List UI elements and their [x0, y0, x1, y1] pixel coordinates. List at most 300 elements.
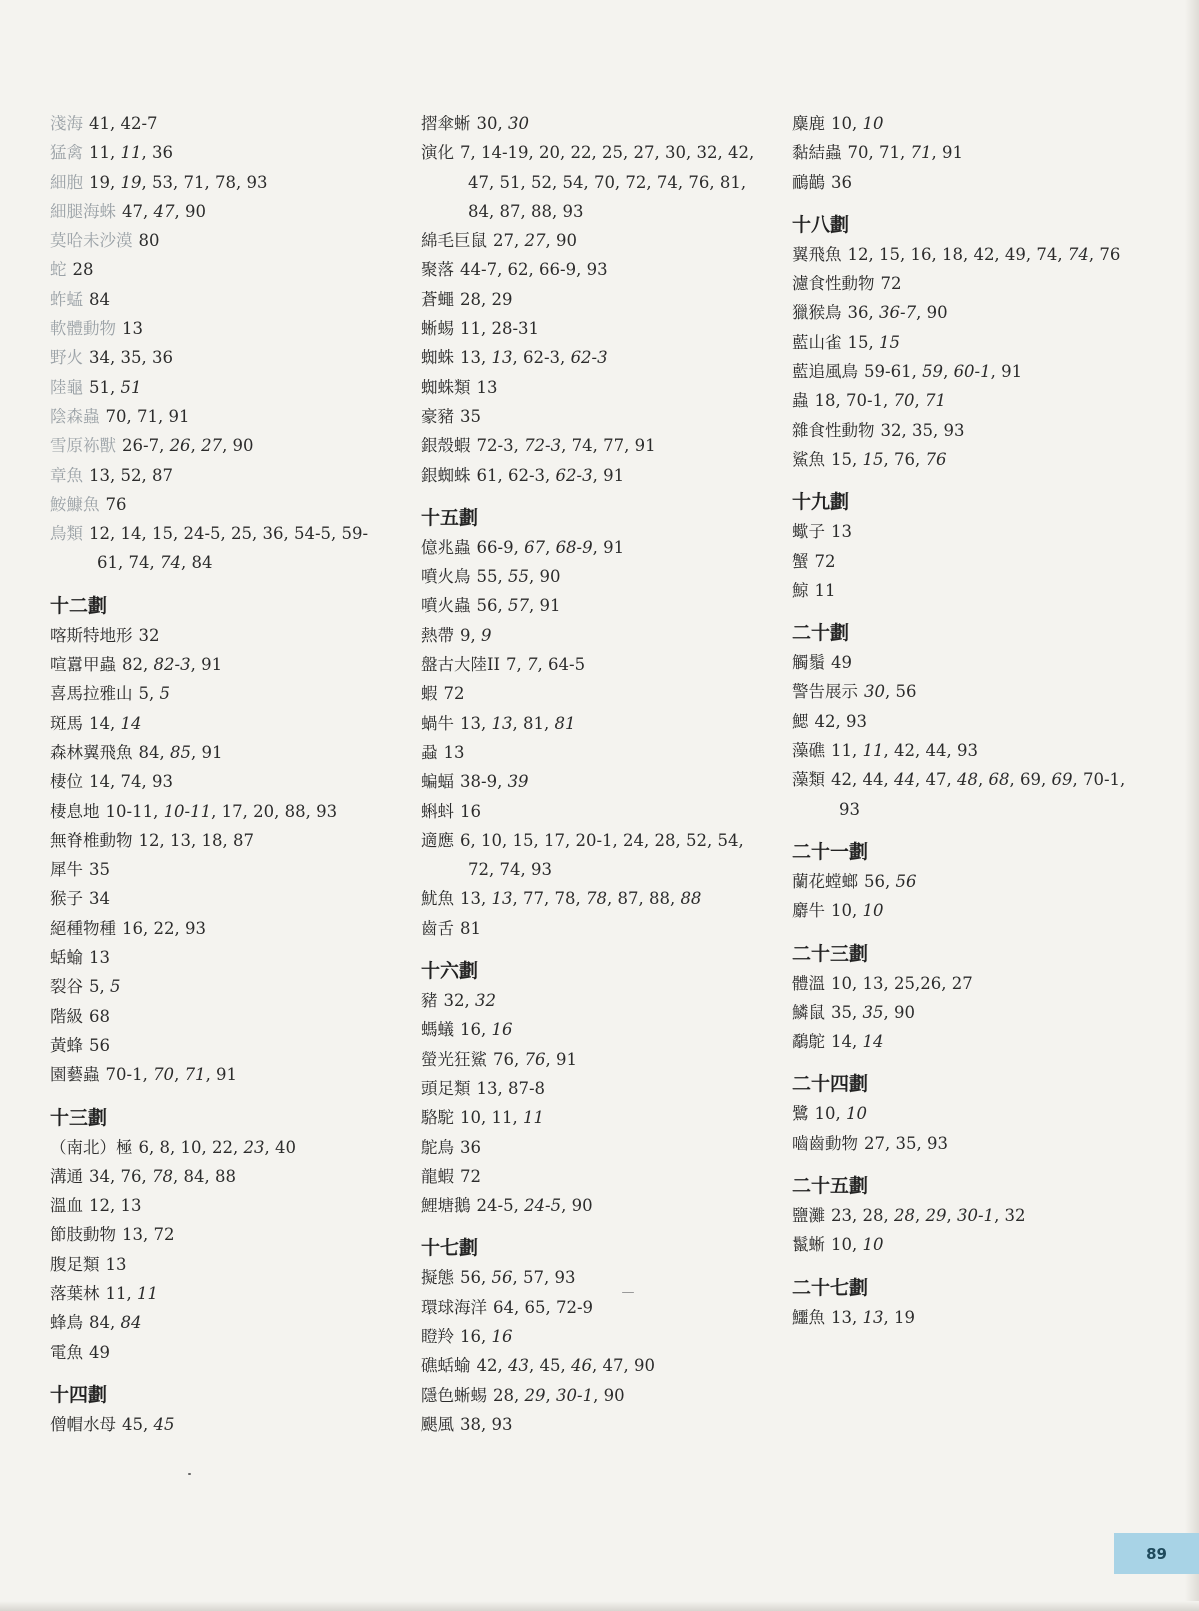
index-entry [421, 797, 761, 826]
page-ref: 9, [460, 625, 481, 645]
index-term: 隱色蜥蜴 [421, 1385, 487, 1405]
index-entry [792, 269, 1132, 298]
page-ref: , 17, 20, 88, 93 [211, 801, 338, 821]
page-ref: 5, [138, 684, 160, 704]
page-ref: 56 [89, 1035, 110, 1055]
page-ref: , 57, 93 [512, 1268, 576, 1288]
index-entry [421, 1381, 761, 1410]
page-references [831, 1308, 915, 1327]
page-references [460, 626, 492, 645]
index-entry [50, 1250, 390, 1279]
page-references [493, 231, 577, 250]
page-ref: 11, [89, 143, 121, 163]
index-entry [50, 855, 390, 884]
page-ref: 23, 28, [831, 1206, 894, 1226]
index-term: 蜘蛛 [421, 348, 454, 368]
index-term: 噴火蟲 [421, 596, 471, 616]
page-references [139, 231, 160, 250]
page-ref: , 70-1, 93 [839, 770, 1126, 819]
illustration-page-ref: 47 [153, 201, 175, 221]
page-references [460, 1167, 481, 1186]
page-references [831, 173, 852, 192]
illustration-page-ref: 70 [893, 391, 915, 411]
index-term: 獵猴鳥 [792, 303, 842, 323]
page-references [444, 991, 497, 1010]
stroke-count-heading: 十七劃 [421, 1237, 479, 1260]
page-references [460, 889, 701, 908]
index-entry [792, 867, 1132, 896]
index-section [792, 940, 1132, 1057]
page-references [460, 772, 529, 791]
illustration-page-ref: 74 [159, 553, 181, 573]
page-ref: 42, 44, [831, 770, 894, 790]
page-references [460, 1415, 512, 1434]
page-ref: 12, 15, 16, 18, 42, 49, 74, [847, 244, 1068, 264]
index-term: 棲息地 [50, 801, 100, 821]
index-term: 鴕鳥 [421, 1137, 454, 1157]
index-entry [792, 328, 1132, 357]
page-references [89, 772, 173, 791]
index-term: 鷺 [792, 1104, 809, 1124]
index-entry [50, 138, 390, 167]
page-ref: 42, [476, 1356, 508, 1376]
illustration-page-ref: 28 [893, 1206, 915, 1226]
illustration-page-ref: 30 [508, 114, 529, 133]
page-references [477, 1356, 655, 1375]
page-references [89, 1196, 141, 1215]
illustration-page-ref: 13 [862, 1307, 884, 1327]
index-term: 麝牛 [792, 901, 825, 921]
index-entry [50, 1279, 390, 1308]
index-term: 猴子 [50, 889, 83, 909]
index-term: 犀牛 [50, 860, 83, 880]
page-references [460, 1327, 513, 1346]
page-ref: 13, [460, 713, 492, 733]
index-term: 蜘蛛類 [421, 377, 471, 397]
illustration-page-ref: 13 [491, 348, 513, 368]
page-ref: , [914, 1206, 926, 1226]
index-entry [792, 445, 1132, 474]
index-entry [421, 738, 761, 767]
index-entry [50, 767, 390, 796]
index-section [50, 1104, 390, 1367]
page-references [89, 889, 110, 908]
page-ref: 49 [89, 1342, 110, 1362]
page-references [106, 407, 190, 426]
page-references [815, 712, 867, 731]
index-entry [421, 679, 761, 708]
page-references [122, 655, 222, 674]
illustration-page-ref: 84 [120, 1313, 142, 1333]
index-term: 絕種物種 [50, 918, 116, 938]
index-section [792, 1274, 1132, 1332]
index-term: 銀殼蝦 [421, 436, 471, 456]
page-references [89, 114, 158, 133]
page-references [477, 466, 625, 485]
page-ref: 13, 72 [122, 1225, 175, 1245]
page-ref: , 36 [141, 143, 173, 163]
page-ref: , 64-5 [537, 655, 586, 675]
page-ref: 12, 13 [89, 1196, 142, 1216]
page-ref: 61, 62-3, [476, 465, 556, 485]
stroke-count-heading: 二十七劃 [792, 1276, 869, 1299]
page-references [831, 1003, 915, 1022]
page-references [848, 333, 901, 352]
index-term: 腹足類 [50, 1254, 100, 1274]
index-term: 翼飛魚 [792, 244, 842, 264]
index-entry [421, 343, 761, 372]
index-term: 適應 [421, 830, 454, 850]
index-entry [792, 1129, 1132, 1158]
index-term: 溝通 [50, 1166, 83, 1186]
page-ref: 34 [89, 889, 110, 909]
illustration-page-ref: 32 [475, 991, 496, 1011]
index-term: 嚙齒動物 [792, 1133, 858, 1153]
page-references [460, 831, 744, 879]
index-entry [421, 533, 761, 562]
index-term: 章魚 [50, 465, 83, 485]
page-references [73, 260, 94, 279]
illustration-page-ref: 62-3 [555, 465, 593, 485]
page-ref: 84, [138, 742, 170, 762]
index-term: 雪原袮獸 [50, 436, 116, 456]
illustration-page-ref: 14 [120, 713, 142, 733]
page-references [506, 655, 585, 674]
index-term: 裂谷 [50, 977, 83, 997]
index-term: 蘭花螳螂 [792, 871, 858, 891]
illustration-page-ref: 71 [910, 143, 932, 163]
index-term: 雜食性動物 [792, 420, 875, 440]
page-references [89, 1036, 110, 1055]
stroke-count-heading: 二十四劃 [792, 1073, 869, 1096]
index-term: 園藝蟲 [50, 1065, 100, 1085]
illustration-page-ref: 72-3 [524, 436, 562, 456]
illustration-page-ref: 71 [925, 391, 947, 411]
page-ref: 6, 10, 15, 17, 20-1, 24, 28, 52, 54, 72, 74, 93 [460, 830, 744, 880]
page-ref: 14, [831, 1032, 863, 1052]
illustration-page-ref: 46 [570, 1356, 592, 1376]
index-term: 蠍子 [792, 522, 825, 542]
page-ref: 12, 14, 15, 24-5, 25, 36, 54-5, 59-61, 74, [89, 524, 369, 573]
page-references [493, 1298, 593, 1317]
page-references [460, 260, 608, 279]
illustration-page-ref: 10-11 [163, 801, 212, 821]
index-column-1 [50, 109, 390, 1439]
page-ref: 81 [460, 918, 481, 938]
page-references [848, 303, 948, 322]
page-ref: 18, 70-1, [814, 391, 894, 411]
page-references [815, 581, 836, 600]
paper-speck [622, 1292, 634, 1293]
page-ref: , 90 [593, 1385, 625, 1405]
index-entry [421, 1263, 761, 1292]
index-section [50, 109, 390, 578]
page-ref: 32 [138, 625, 160, 645]
index-term: 鱷魚 [792, 1307, 825, 1327]
page-references [477, 567, 561, 586]
page-ref: 72 [460, 1166, 481, 1186]
index-section [792, 1172, 1132, 1260]
index-entry [792, 677, 1132, 706]
index-term: 僧帽水母 [50, 1414, 116, 1434]
illustration-page-ref: 82-3 [153, 655, 191, 675]
index-entry [421, 709, 761, 738]
page-references [89, 524, 368, 572]
page-ref: 26-7, [122, 436, 170, 456]
index-entry [50, 285, 390, 314]
page-references [106, 1065, 238, 1084]
page-ref: , 42, 44, 93 [883, 741, 978, 761]
page-number: 89 [1146, 1544, 1167, 1563]
page-ref: 24-5, [476, 1196, 525, 1216]
index-section [792, 1070, 1132, 1158]
illustration-page-ref: 59 [922, 362, 944, 382]
index-entry [792, 1303, 1132, 1332]
page-references [460, 1020, 513, 1039]
index-term: 鯨 [792, 580, 809, 600]
index-entry [792, 240, 1132, 269]
index-term: 蝌蚪 [421, 801, 454, 821]
index-entry [421, 591, 761, 620]
index-entry [792, 576, 1132, 605]
page-ref: , 47, [914, 770, 957, 790]
page-references [848, 245, 1121, 264]
page-ref: 38-9, [460, 772, 508, 792]
index-entry [50, 1220, 390, 1249]
stroke-count-heading: 十三劃 [50, 1106, 108, 1129]
illustration-page-ref: 78 [585, 889, 607, 909]
index-term: 聚落 [421, 260, 454, 280]
illustration-page-ref: 48 [956, 770, 978, 790]
index-entry [421, 914, 761, 943]
index-term: 喜馬拉雅山 [50, 684, 133, 704]
illustration-page-ref: 24-5 [524, 1196, 562, 1216]
index-section [792, 488, 1132, 605]
page-references [460, 348, 608, 367]
index-entry [50, 972, 390, 1001]
index-term: 黃蜂 [50, 1035, 83, 1055]
index-term: 軟體動物 [50, 319, 116, 339]
index-term: 鯉塘鵝 [421, 1196, 471, 1216]
page-ref: 11 [814, 580, 836, 600]
page-references [89, 348, 173, 367]
page-references [89, 1007, 110, 1026]
page-references [122, 202, 206, 221]
page-references [477, 378, 498, 397]
illustration-page-ref: 29 [925, 1206, 947, 1226]
page-references [848, 143, 963, 162]
page-references [460, 1108, 544, 1127]
page-ref: 28, [493, 1385, 525, 1405]
index-entry [792, 1230, 1132, 1259]
page-ref: , 90 [883, 1002, 915, 1022]
index-term: 礁蛞蝓 [421, 1356, 471, 1376]
page-ref: 64, 65, 72-9 [493, 1297, 594, 1317]
page-references [477, 1079, 546, 1098]
page-ref: , 32 [994, 1206, 1026, 1226]
page-ref: , 76, [883, 449, 926, 469]
page-ref: , 90 [561, 1196, 593, 1216]
page-references [493, 1386, 625, 1405]
index-term: 階級 [50, 1006, 83, 1026]
page-ref: , 77, 78, [512, 889, 586, 909]
index-entry [50, 197, 390, 226]
page-ref: 56, [460, 1268, 492, 1288]
index-entry [50, 255, 390, 284]
index-term: 蟲 [792, 391, 809, 411]
index-term: 溫血 [50, 1196, 83, 1216]
index-term: 熱帶 [421, 625, 454, 645]
page-references [831, 1206, 1026, 1225]
page-ref: , 87, 88, [606, 889, 681, 909]
index-term: 噴火鳥 [421, 567, 471, 587]
index-entry [50, 1410, 390, 1439]
page-references [477, 538, 625, 557]
illustration-page-ref: 15 [879, 332, 900, 352]
illustration-page-ref: 57 [508, 596, 529, 616]
index-term: 龍蝦 [421, 1166, 454, 1186]
page-references [444, 684, 465, 703]
page-ref: , 40 [264, 1137, 296, 1157]
page-ref: , [914, 391, 926, 411]
page-ref: , 91 [205, 1065, 238, 1085]
index-entry [50, 402, 390, 431]
page-ref: 11, [831, 741, 863, 761]
page-ref: 47, [122, 201, 154, 221]
index-entry [50, 1308, 390, 1337]
page-references [139, 1138, 296, 1157]
page-ref: , [946, 1206, 957, 1226]
index-term: 森林翼飛魚 [50, 742, 133, 762]
illustration-page-ref: 5 [110, 977, 121, 997]
illustration-page-ref: 78 [151, 1166, 173, 1186]
index-entry [792, 547, 1132, 576]
index-entry [421, 826, 761, 885]
index-entry [50, 226, 390, 255]
index-entry [50, 650, 390, 679]
illustration-page-ref: 5 [159, 684, 170, 704]
stroke-count-heading: 十五劃 [421, 506, 479, 529]
illustration-page-ref: 74 [1067, 244, 1089, 264]
index-term: 電魚 [50, 1342, 83, 1362]
page-references [122, 436, 254, 455]
page-ref: 10, [831, 114, 863, 133]
index-entry [50, 1162, 390, 1191]
page-ref: , 91 [592, 465, 625, 485]
index-entry [792, 1027, 1132, 1056]
index-section [421, 957, 761, 1220]
index-term: 無脊椎動物 [50, 830, 133, 850]
index-entry [792, 298, 1132, 327]
index-term: 銀蜘蛛 [421, 465, 471, 485]
page-ref: , 84 [180, 553, 213, 573]
page-references [139, 743, 223, 762]
index-entry [50, 373, 390, 402]
page-ref: 70-1, [105, 1065, 154, 1085]
page-ref: 13 [105, 1254, 127, 1274]
page-references [139, 831, 254, 850]
index-term: 豪豬 [421, 406, 454, 426]
index-entry [421, 1322, 761, 1351]
page-references [864, 1134, 948, 1153]
illustration-page-ref: 35 [862, 1002, 884, 1022]
index-entry [421, 767, 761, 796]
page-ref: 15, [847, 332, 879, 352]
index-term: 螢光狂鯊 [421, 1049, 487, 1069]
page-ref: 70, 71, [847, 143, 911, 163]
index-entry [792, 517, 1132, 546]
index-entry [50, 709, 390, 738]
page-ref: , [174, 1065, 185, 1085]
page-bottom-shadow [0, 1601, 1199, 1611]
index-term: 麋鹿 [792, 114, 825, 133]
page-ref: 12, 13, 18, 87 [138, 830, 254, 850]
index-entry [421, 1293, 761, 1322]
page-references [89, 948, 110, 967]
index-entry [50, 914, 390, 943]
illustration-page-ref: 14 [862, 1032, 884, 1052]
illustration-page-ref: 16 [491, 1020, 513, 1040]
page-ref: 45, [122, 1414, 154, 1434]
page-ref: 28 [72, 260, 94, 280]
page-ref: , 90 [529, 567, 561, 587]
index-term: 鯊魚 [792, 449, 825, 469]
index-entry [421, 1074, 761, 1103]
page-ref: 51, [89, 377, 121, 397]
page-ref: 84 [89, 289, 110, 309]
index-entry [421, 138, 761, 226]
index-entry [792, 138, 1132, 167]
index-term: 蟹 [792, 551, 809, 571]
index-section [792, 109, 1132, 197]
index-term: 鴯鶓 [792, 172, 825, 192]
page-ref: 10, 11, [460, 1108, 523, 1128]
page-ref: , 91 [190, 655, 223, 675]
stroke-count-heading: 二十劃 [792, 622, 850, 645]
index-term: 鬣蜥 [792, 1235, 825, 1255]
index-term: 鳥類 [50, 524, 83, 544]
page-ref: 36 [460, 1137, 481, 1157]
index-column-2 [421, 109, 761, 1439]
illustration-page-ref: 60-1 [953, 362, 991, 382]
index-entry [50, 1133, 390, 1162]
index-term: （南北）極 [50, 1137, 133, 1157]
index-entry [50, 168, 390, 197]
index-term: 猛禽 [50, 143, 83, 163]
page-number-tab [1114, 1533, 1199, 1574]
page-references [815, 1104, 868, 1123]
stroke-count-heading: 十四劃 [50, 1383, 108, 1406]
page-references [460, 319, 539, 338]
page-references [444, 743, 465, 762]
index-term: 棲位 [50, 772, 83, 792]
page-ref: 13 [89, 948, 110, 968]
page-references [460, 1268, 575, 1287]
index-term: 濾食性動物 [792, 274, 875, 294]
page-references [815, 552, 836, 571]
index-term: 颶風 [421, 1414, 454, 1434]
index-entry [792, 386, 1132, 415]
index-term: 節肢動物 [50, 1225, 116, 1245]
page-references [122, 319, 143, 338]
page-references [106, 495, 127, 514]
page-ref: 5, [89, 977, 110, 997]
page-edge-shadow [1185, 0, 1199, 1611]
page-ref: 10, 13, 25,26, 27 [831, 973, 973, 993]
page-ref: 72-3, [476, 436, 525, 456]
page-references [89, 1313, 142, 1332]
page-references [460, 407, 481, 426]
